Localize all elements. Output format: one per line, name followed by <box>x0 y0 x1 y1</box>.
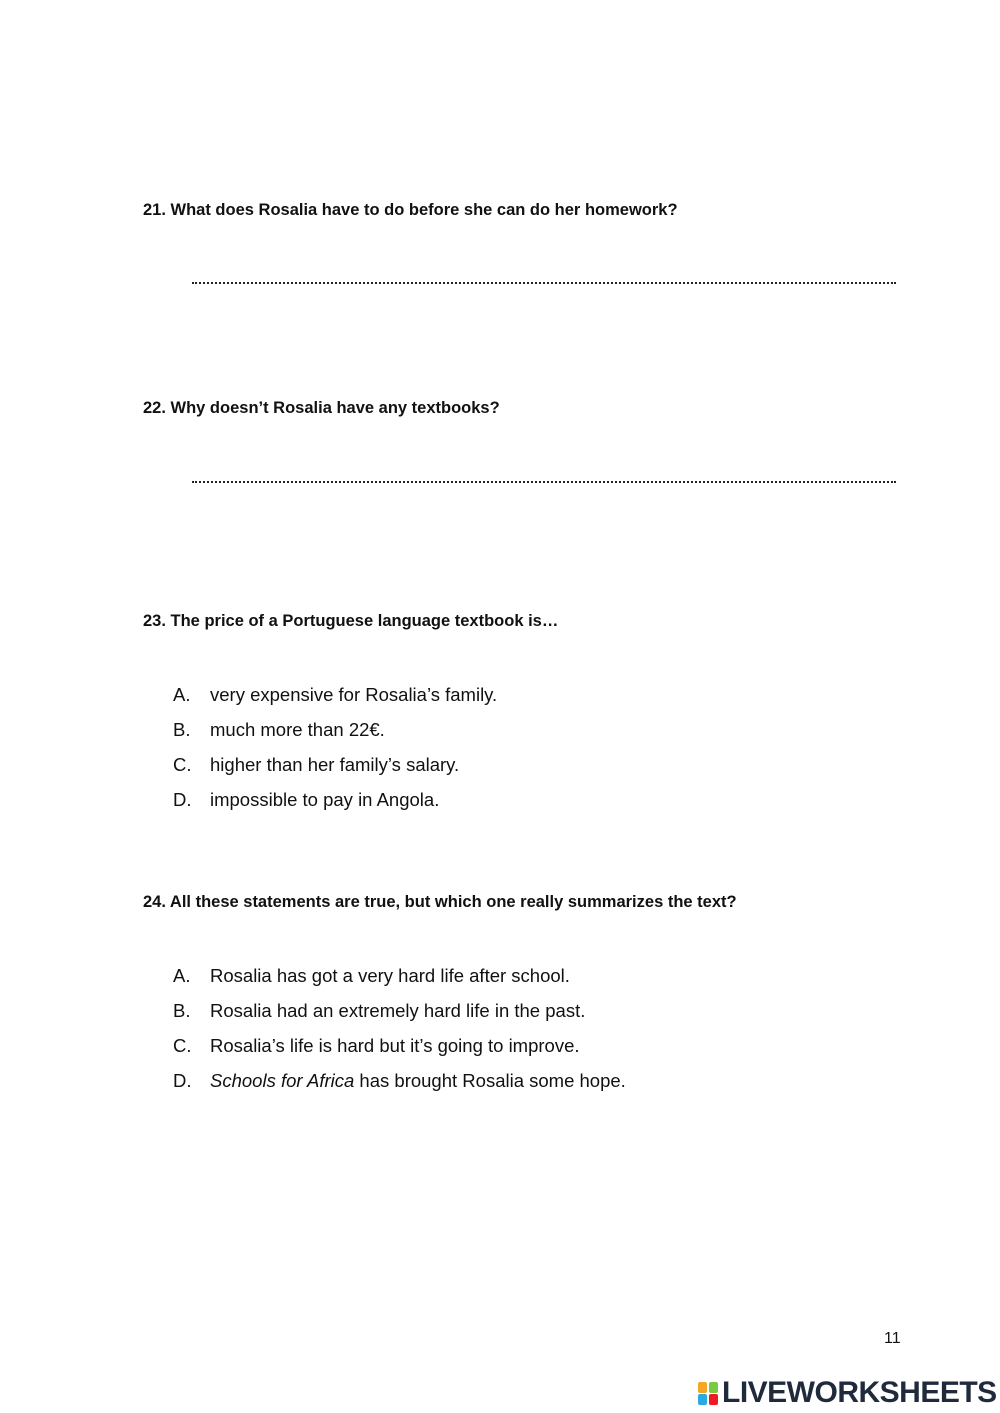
answer-line-21[interactable] <box>192 282 896 284</box>
logo-blocks-icon <box>698 1380 720 1406</box>
question-22: 22. Why doesn’t Rosalia have any textbooks? <box>143 399 500 417</box>
option-text: Rosalia had an extremely hard life in the past. <box>210 1000 586 1021</box>
option-text: impossible to pay in Angola. <box>210 789 440 810</box>
option-letter: A. <box>173 684 191 705</box>
logo-text: LIVEWORKSHEETS <box>722 1376 997 1409</box>
option-text-rest: has brought Rosalia some hope. <box>354 1070 626 1091</box>
option-23-c[interactable] <box>173 754 459 776</box>
option-24-d[interactable] <box>173 1070 626 1092</box>
option-italic-title: Schools for Africa <box>210 1070 355 1091</box>
page-number: 11 <box>884 1330 901 1347</box>
option-text: Rosalia’s life is hard but it’s going to improve. <box>210 1035 580 1056</box>
option-24-c[interactable] <box>173 1035 580 1057</box>
option-text: higher than her family’s salary. <box>210 754 460 775</box>
option-letter: A. <box>173 965 191 986</box>
option-23-a[interactable] <box>173 684 497 706</box>
option-text: Rosalia has got a very hard life after school. <box>210 965 570 986</box>
option-23-d[interactable] <box>173 789 439 811</box>
logo-block <box>698 1394 707 1405</box>
liveworksheets-logo[interactable] <box>698 1378 997 1408</box>
option-letter: D. <box>173 1070 192 1091</box>
option-23-b[interactable] <box>173 719 385 741</box>
logo-block <box>709 1382 718 1393</box>
option-letter: C. <box>173 754 192 775</box>
option-letter: D. <box>173 789 192 810</box>
question-23: 23. The price of a Portuguese language textbook is… <box>143 612 559 630</box>
option-text: very expensive for Rosalia’s family. <box>210 684 498 705</box>
option-24-b[interactable] <box>173 1000 585 1022</box>
option-24-a[interactable] <box>173 965 570 987</box>
question-24: 24. All these statements are true, but which one really summarizes the text? <box>143 893 737 911</box>
answer-line-22[interactable] <box>192 481 896 483</box>
option-letter: B. <box>173 719 191 740</box>
option-text: much more than 22€. <box>210 719 385 740</box>
option-letter: B. <box>173 1000 191 1021</box>
logo-block <box>698 1382 707 1393</box>
logo-block <box>709 1394 718 1405</box>
question-21: 21. What does Rosalia have to do before she can do her homework? <box>143 201 678 219</box>
option-text <box>210 1070 626 1092</box>
option-letter: C. <box>173 1035 192 1056</box>
